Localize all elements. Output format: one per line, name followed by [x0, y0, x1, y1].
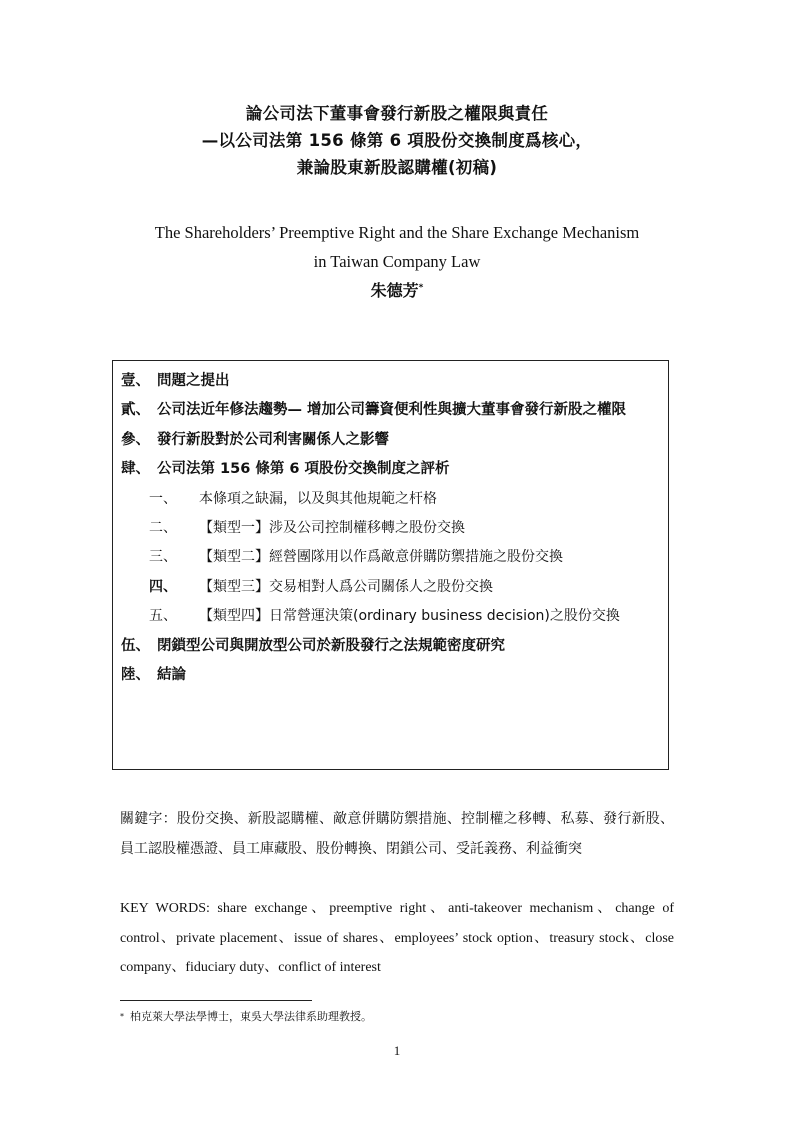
toc-subitem-number: 五、: [149, 608, 177, 625]
toc-subitem-number: 三、: [149, 549, 177, 566]
toc-item: [121, 367, 666, 396]
toc-item-text: 結論: [157, 667, 186, 684]
table-of-contents: [112, 360, 669, 770]
page-number: 1: [393, 1043, 401, 1058]
toc-item-number: 參、: [121, 431, 150, 448]
english-title-line-1: The Shareholders’ Preemptive Right and the Share Exchange Mechanism: [154, 223, 640, 242]
toc-item-text: 閉鎖型公司與開放型公司於新股發行之法規範密度研究: [157, 637, 505, 654]
footnote: [120, 1009, 372, 1025]
toc-item: [121, 661, 666, 690]
toc-item-text: 公司法近年修法趨勢— 增加公司籌資便利性與擴大董事會發行新股之權限: [157, 402, 627, 419]
footnote-text: 柏克萊大學法學博士，東吳大學法律系助理教授。: [130, 1010, 372, 1023]
toc-subitem: [121, 514, 666, 543]
toc-subitem-text: 【類型一】涉及公司控制權移轉之股份交換: [199, 520, 465, 537]
toc-item-number: 陸、: [121, 667, 150, 684]
toc-subitem-number: 四、: [149, 578, 177, 595]
toc-item: [121, 426, 666, 455]
english-title-line-2: in Taiwan Company Law: [313, 252, 481, 271]
toc-item-number: 肆、: [121, 461, 150, 478]
toc-subitem-text: 本條項之缺漏，以及與其他規範之杆格: [199, 490, 437, 507]
toc-subitem: [121, 543, 666, 572]
english-title: [0, 218, 794, 276]
toc-subitem-number: 二、: [149, 520, 177, 537]
toc-subitem: [121, 573, 666, 602]
author-name: 朱德芳: [370, 281, 419, 300]
toc-item: [121, 632, 666, 661]
toc-subitem: [121, 485, 666, 514]
toc-item: [121, 455, 666, 484]
keywords-english: KEY WORDS: share exchange、preemptive right、anti-takeover mechanism、change of control、private placement、issue of shares、employees’ stock option、treasury stock、close company、fiduciary duty、conflict of interest: [120, 901, 674, 975]
title-line-2: —以公司法第 156 條第 6 項股份交換制度爲核心，: [201, 131, 593, 150]
toc-subitem-number: 一、: [149, 490, 177, 507]
toc-subitem-text: 【類型三】交易相對人爲公司關係人之股份交換: [199, 578, 493, 595]
toc-item-text: 公司法第 156 條第 6 項股份交換制度之評析: [157, 461, 450, 478]
author: [0, 280, 794, 302]
title-line-1: 論公司法下董事會發行新股之權限與責任: [245, 104, 549, 123]
author-footnote-marker: *: [418, 283, 424, 293]
toc-item: [121, 396, 666, 425]
paper-title: [0, 100, 794, 181]
toc-subitem-text: 【類型二】經營團隊用以作爲敵意併購防禦措施之股份交換: [199, 549, 563, 566]
title-line-3: 兼論股東新股認購權(初稿): [296, 158, 498, 177]
toc-item-number: 壹、: [121, 373, 150, 389]
footnote-divider: [120, 1000, 312, 1001]
toc-item-text: 發行新股對於公司利害關係人之影響: [157, 431, 389, 448]
toc-list: [121, 367, 666, 690]
toc-subitem: [121, 602, 666, 631]
toc-item-number: 伍、: [121, 637, 150, 654]
toc-item-text: 問題之提出: [157, 373, 230, 389]
keywords-chinese: 關鍵字：股份交換、新股認購權、敵意併購防禦措施、控制權之移轉、私募、發行新股、員工認股權憑證、員工庫藏股、股份轉換、閉鎖公司、受託義務、利益衝突: [120, 811, 674, 857]
toc-subitem-text: 【類型四】日常營運決策(ordinary business decision)之股份交換: [199, 608, 620, 625]
toc-item-number: 貳、: [121, 402, 150, 419]
footnote-marker: *: [120, 1012, 124, 1021]
